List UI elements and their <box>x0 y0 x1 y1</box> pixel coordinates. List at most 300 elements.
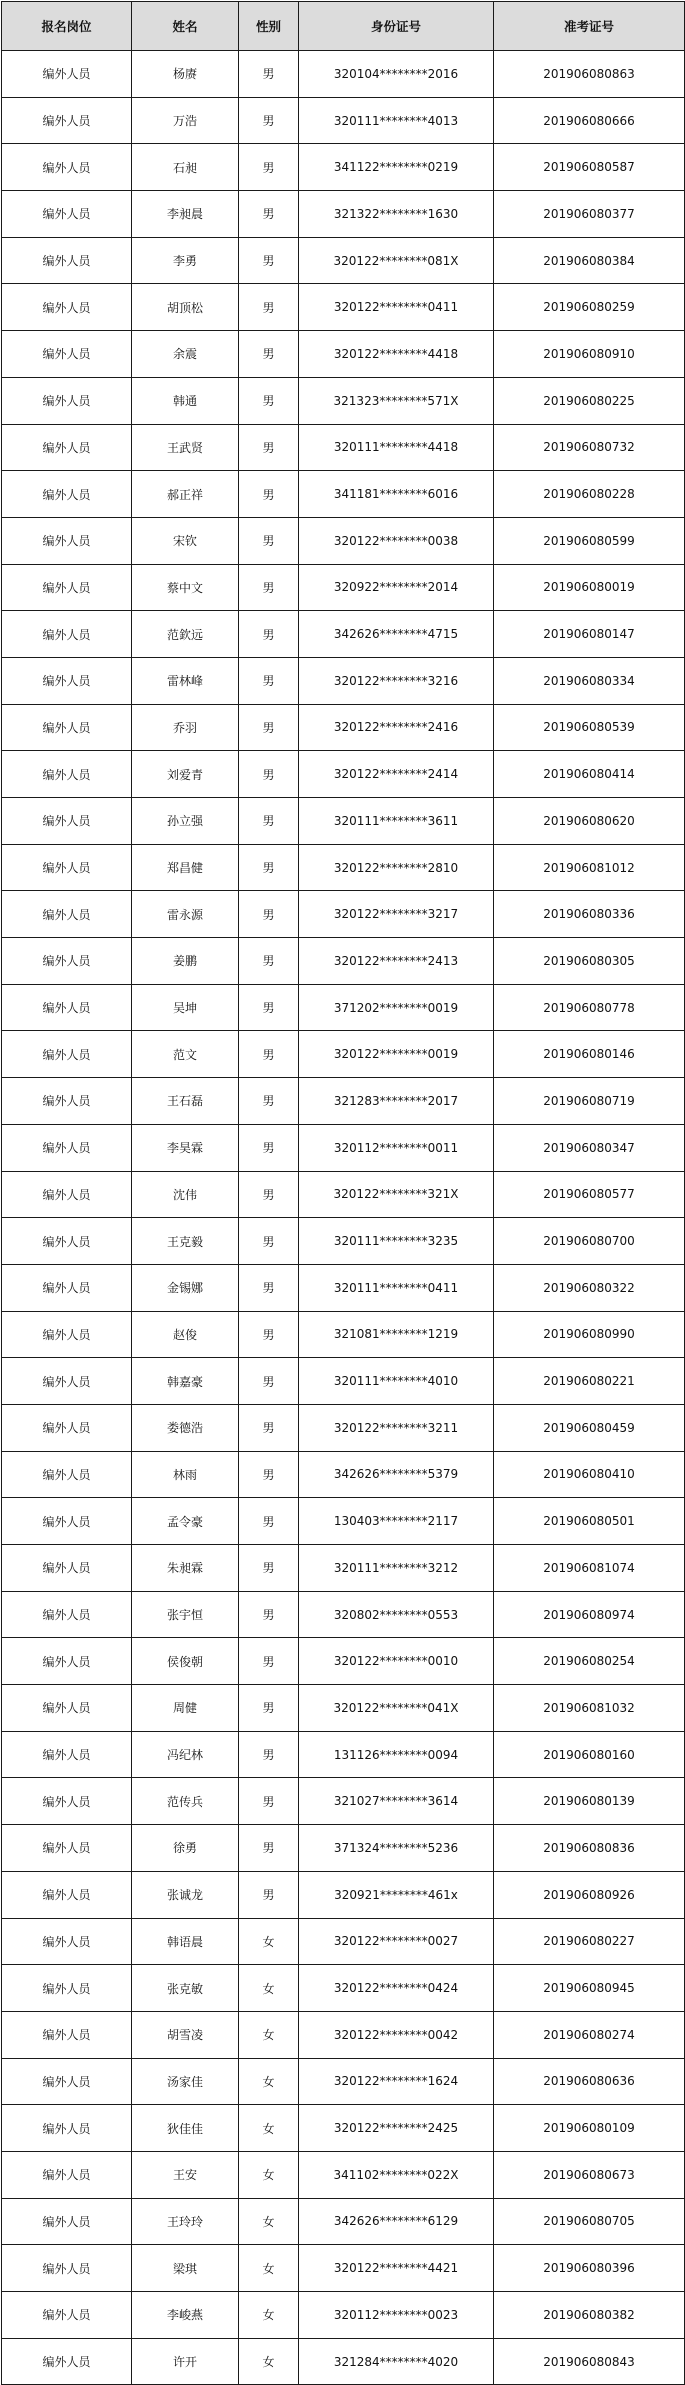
cell-name: 赵俊 <box>132 1311 239 1358</box>
cell-gender: 男 <box>239 1078 299 1125</box>
cell-gender: 女 <box>239 2105 299 2152</box>
table-row <box>2 284 685 331</box>
cell-exam-ticket: 201906080974 <box>494 1591 685 1638</box>
cell-exam-ticket: 201906080990 <box>494 1311 685 1358</box>
cell-id-number: 320122********2416 <box>299 704 494 751</box>
cell-position: 编外人员 <box>2 564 132 611</box>
cell-exam-ticket: 201906081032 <box>494 1685 685 1732</box>
cell-position: 编外人员 <box>2 1498 132 1545</box>
cell-exam-ticket: 201906080259 <box>494 284 685 331</box>
header-row <box>2 2 685 51</box>
cell-name: 金锡娜 <box>132 1264 239 1311</box>
cell-name: 刘爱青 <box>132 751 239 798</box>
header-name: 姓名 <box>132 2 239 51</box>
cell-name: 范传兵 <box>132 1778 239 1825</box>
table-row <box>2 2011 685 2058</box>
cell-gender: 男 <box>239 1685 299 1732</box>
cell-name: 雷永源 <box>132 891 239 938</box>
table-row <box>2 1871 685 1918</box>
cell-id-number: 320122********1624 <box>299 2058 494 2105</box>
cell-name: 乔羽 <box>132 704 239 751</box>
cell-gender: 男 <box>239 984 299 1031</box>
cell-position: 编外人员 <box>2 657 132 704</box>
cell-name: 韩嘉豪 <box>132 1358 239 1405</box>
cell-gender: 男 <box>239 1404 299 1451</box>
cell-position: 编外人员 <box>2 611 132 658</box>
table-row <box>2 471 685 518</box>
cell-name: 韩语晨 <box>132 1918 239 1965</box>
header-position: 报名岗位 <box>2 2 132 51</box>
cell-gender: 女 <box>239 2058 299 2105</box>
cell-name: 汤家佳 <box>132 2058 239 2105</box>
cell-gender: 男 <box>239 191 299 238</box>
table-body <box>2 51 685 2385</box>
cell-exam-ticket: 201906080666 <box>494 97 685 144</box>
table-row <box>2 1078 685 1125</box>
cell-id-number: 321283********2017 <box>299 1078 494 1125</box>
table-row <box>2 1685 685 1732</box>
table-row <box>2 1171 685 1218</box>
cell-position: 编外人员 <box>2 144 132 191</box>
cell-gender: 女 <box>239 1965 299 2012</box>
cell-id-number: 320122********2414 <box>299 751 494 798</box>
cell-name: 张克敏 <box>132 1965 239 2012</box>
cell-exam-ticket: 201906080599 <box>494 517 685 564</box>
table-row <box>2 1825 685 1872</box>
cell-position: 编外人员 <box>2 2151 132 2198</box>
cell-exam-ticket: 201906080778 <box>494 984 685 1031</box>
cell-id-number: 320921********461x <box>299 1871 494 1918</box>
cell-gender: 男 <box>239 657 299 704</box>
cell-position: 编外人员 <box>2 1218 132 1265</box>
cell-position: 编外人员 <box>2 471 132 518</box>
cell-position: 编外人员 <box>2 424 132 471</box>
cell-gender: 男 <box>239 1825 299 1872</box>
cell-id-number: 320122********0027 <box>299 1918 494 1965</box>
cell-exam-ticket: 201906080254 <box>494 1638 685 1685</box>
cell-gender: 男 <box>239 1871 299 1918</box>
cell-id-number: 321081********1219 <box>299 1311 494 1358</box>
cell-id-number: 320802********0553 <box>299 1591 494 1638</box>
cell-id-number: 371202********0019 <box>299 984 494 1031</box>
cell-exam-ticket: 201906080673 <box>494 2151 685 2198</box>
cell-id-number: 320122********2413 <box>299 938 494 985</box>
cell-gender: 女 <box>239 2151 299 2198</box>
table-row <box>2 1264 685 1311</box>
cell-id-number: 341102********022X <box>299 2151 494 2198</box>
cell-gender: 女 <box>239 2338 299 2385</box>
table-header <box>2 2 685 51</box>
cell-gender: 男 <box>239 938 299 985</box>
cell-gender: 男 <box>239 471 299 518</box>
table-row <box>2 1404 685 1451</box>
cell-gender: 男 <box>239 1171 299 1218</box>
table-row <box>2 1778 685 1825</box>
cell-exam-ticket: 201906080225 <box>494 377 685 424</box>
cell-id-number: 320122********321X <box>299 1171 494 1218</box>
table-row <box>2 564 685 611</box>
cell-gender: 男 <box>239 891 299 938</box>
cell-id-number: 130403********2117 <box>299 1498 494 1545</box>
cell-gender: 男 <box>239 1218 299 1265</box>
cell-name: 王克毅 <box>132 1218 239 1265</box>
cell-gender: 男 <box>239 1498 299 1545</box>
cell-id-number: 320122********3217 <box>299 891 494 938</box>
cell-exam-ticket: 201906080459 <box>494 1404 685 1451</box>
cell-id-number: 342626********5379 <box>299 1451 494 1498</box>
cell-exam-ticket: 201906080160 <box>494 1731 685 1778</box>
cell-name: 范欽远 <box>132 611 239 658</box>
table-row <box>2 751 685 798</box>
cell-exam-ticket: 201906080719 <box>494 1078 685 1125</box>
cell-position: 编外人员 <box>2 2338 132 2385</box>
cell-exam-ticket: 201906080139 <box>494 1778 685 1825</box>
cell-name: 侯俊朝 <box>132 1638 239 1685</box>
cell-exam-ticket: 201906080146 <box>494 1031 685 1078</box>
table-row <box>2 1545 685 1592</box>
cell-position: 编外人员 <box>2 1124 132 1171</box>
cell-name: 孙立强 <box>132 798 239 845</box>
table-row <box>2 1124 685 1171</box>
cell-name: 王武贤 <box>132 424 239 471</box>
cell-position: 编外人员 <box>2 1825 132 1872</box>
cell-gender: 男 <box>239 1591 299 1638</box>
cell-id-number: 341122********0219 <box>299 144 494 191</box>
cell-position: 编外人员 <box>2 2105 132 2152</box>
table-row <box>2 424 685 471</box>
cell-name: 雷林峰 <box>132 657 239 704</box>
cell-name: 王安 <box>132 2151 239 2198</box>
cell-gender: 男 <box>239 1031 299 1078</box>
cell-name: 朱昶霖 <box>132 1545 239 1592</box>
cell-name: 韩通 <box>132 377 239 424</box>
cell-id-number: 320122********0038 <box>299 517 494 564</box>
cell-gender: 男 <box>239 331 299 378</box>
cell-exam-ticket: 201906080347 <box>494 1124 685 1171</box>
cell-position: 编外人员 <box>2 984 132 1031</box>
cell-gender: 女 <box>239 1918 299 1965</box>
cell-gender: 男 <box>239 611 299 658</box>
cell-gender: 女 <box>239 2245 299 2292</box>
cell-exam-ticket: 201906080410 <box>494 1451 685 1498</box>
cell-gender: 男 <box>239 1358 299 1405</box>
cell-position: 编外人员 <box>2 1685 132 1732</box>
cell-gender: 女 <box>239 2011 299 2058</box>
cell-name: 李昊霖 <box>132 1124 239 1171</box>
cell-name: 狄佳佳 <box>132 2105 239 2152</box>
cell-exam-ticket: 201906080396 <box>494 2245 685 2292</box>
cell-position: 编外人员 <box>2 1965 132 2012</box>
table-row <box>2 891 685 938</box>
cell-name: 王石磊 <box>132 1078 239 1125</box>
cell-position: 编外人员 <box>2 2011 132 2058</box>
cell-name: 蔡中文 <box>132 564 239 611</box>
cell-id-number: 320122********041X <box>299 1685 494 1732</box>
table-row <box>2 1358 685 1405</box>
cell-position: 编外人员 <box>2 97 132 144</box>
cell-exam-ticket: 201906081012 <box>494 844 685 891</box>
header-id-number: 身份证号 <box>299 2 494 51</box>
cell-gender: 男 <box>239 97 299 144</box>
cell-exam-ticket: 201906080501 <box>494 1498 685 1545</box>
cell-id-number: 320111********3212 <box>299 1545 494 1592</box>
cell-name: 李勇 <box>132 237 239 284</box>
cell-gender: 男 <box>239 1778 299 1825</box>
cell-exam-ticket: 201906080620 <box>494 798 685 845</box>
table-row <box>2 2151 685 2198</box>
table-row <box>2 2198 685 2245</box>
cell-name: 李峻燕 <box>132 2292 239 2339</box>
candidate-table <box>1 1 685 2385</box>
cell-id-number: 320112********0011 <box>299 1124 494 1171</box>
cell-name: 张诚龙 <box>132 1871 239 1918</box>
cell-id-number: 342626********4715 <box>299 611 494 658</box>
table-row <box>2 1638 685 1685</box>
cell-position: 编外人员 <box>2 2292 132 2339</box>
cell-id-number: 320122********4418 <box>299 331 494 378</box>
table-row <box>2 1591 685 1638</box>
cell-exam-ticket: 201906080945 <box>494 1965 685 2012</box>
cell-position: 编外人员 <box>2 331 132 378</box>
cell-position: 编外人员 <box>2 517 132 564</box>
cell-exam-ticket: 201906080587 <box>494 144 685 191</box>
cell-id-number: 341181********6016 <box>299 471 494 518</box>
cell-exam-ticket: 201906080384 <box>494 237 685 284</box>
table-row <box>2 1311 685 1358</box>
cell-name: 沈伟 <box>132 1171 239 1218</box>
cell-id-number: 342626********6129 <box>299 2198 494 2245</box>
cell-position: 编外人员 <box>2 844 132 891</box>
cell-position: 编外人员 <box>2 2198 132 2245</box>
cell-id-number: 320122********2810 <box>299 844 494 891</box>
table-row <box>2 517 685 564</box>
cell-exam-ticket: 201906080109 <box>494 2105 685 2152</box>
cell-exam-ticket: 201906080836 <box>494 1825 685 1872</box>
table-row <box>2 144 685 191</box>
cell-exam-ticket: 201906080336 <box>494 891 685 938</box>
cell-name: 胡顶松 <box>132 284 239 331</box>
cell-name: 万浩 <box>132 97 239 144</box>
table-row <box>2 191 685 238</box>
table-row <box>2 1498 685 1545</box>
cell-position: 编外人员 <box>2 1358 132 1405</box>
cell-name: 冯纪林 <box>132 1731 239 1778</box>
cell-position: 编外人员 <box>2 1078 132 1125</box>
cell-exam-ticket: 201906080334 <box>494 657 685 704</box>
cell-gender: 男 <box>239 237 299 284</box>
cell-name: 杨赓 <box>132 51 239 98</box>
cell-gender: 男 <box>239 844 299 891</box>
cell-gender: 女 <box>239 2292 299 2339</box>
cell-gender: 男 <box>239 377 299 424</box>
cell-id-number: 321322********1630 <box>299 191 494 238</box>
cell-position: 编外人员 <box>2 1591 132 1638</box>
cell-name: 徐勇 <box>132 1825 239 1872</box>
cell-name: 胡雪凌 <box>132 2011 239 2058</box>
cell-name: 郑昌健 <box>132 844 239 891</box>
cell-name: 孟令豪 <box>132 1498 239 1545</box>
cell-gender: 男 <box>239 1545 299 1592</box>
cell-exam-ticket: 201906080539 <box>494 704 685 751</box>
cell-gender: 男 <box>239 144 299 191</box>
cell-id-number: 320122********4421 <box>299 2245 494 2292</box>
table-row <box>2 984 685 1031</box>
cell-id-number: 320122********3216 <box>299 657 494 704</box>
cell-gender: 男 <box>239 1311 299 1358</box>
cell-name: 娄德浩 <box>132 1404 239 1451</box>
cell-position: 编外人员 <box>2 704 132 751</box>
cell-position: 编外人员 <box>2 2058 132 2105</box>
cell-gender: 男 <box>239 1731 299 1778</box>
cell-exam-ticket: 201906080382 <box>494 2292 685 2339</box>
cell-position: 编外人员 <box>2 1918 132 1965</box>
cell-id-number: 320111********3235 <box>299 1218 494 1265</box>
table-row <box>2 2338 685 2385</box>
cell-exam-ticket: 201906080377 <box>494 191 685 238</box>
cell-exam-ticket: 201906080019 <box>494 564 685 611</box>
table-row <box>2 51 685 98</box>
cell-id-number: 320111********3611 <box>299 798 494 845</box>
cell-position: 编外人员 <box>2 237 132 284</box>
table-row <box>2 657 685 704</box>
cell-position: 编外人员 <box>2 938 132 985</box>
cell-id-number: 320122********0019 <box>299 1031 494 1078</box>
cell-name: 周健 <box>132 1685 239 1732</box>
cell-exam-ticket: 201906080700 <box>494 1218 685 1265</box>
cell-gender: 男 <box>239 1451 299 1498</box>
cell-id-number: 320922********2014 <box>299 564 494 611</box>
cell-gender: 男 <box>239 704 299 751</box>
table-row <box>2 798 685 845</box>
cell-name: 宋钦 <box>132 517 239 564</box>
cell-exam-ticket: 201906080863 <box>494 51 685 98</box>
cell-position: 编外人员 <box>2 1731 132 1778</box>
cell-id-number: 320111********4010 <box>299 1358 494 1405</box>
cell-id-number: 320112********0023 <box>299 2292 494 2339</box>
cell-position: 编外人员 <box>2 1031 132 1078</box>
table-row <box>2 844 685 891</box>
table-row <box>2 1031 685 1078</box>
cell-position: 编外人员 <box>2 377 132 424</box>
cell-id-number: 320122********081X <box>299 237 494 284</box>
cell-id-number: 320122********3211 <box>299 1404 494 1451</box>
cell-exam-ticket: 201906080843 <box>494 2338 685 2385</box>
cell-exam-ticket: 201906080322 <box>494 1264 685 1311</box>
cell-gender: 男 <box>239 1124 299 1171</box>
cell-gender: 男 <box>239 1638 299 1685</box>
table-row <box>2 377 685 424</box>
cell-position: 编外人员 <box>2 284 132 331</box>
table-row <box>2 938 685 985</box>
cell-position: 编外人员 <box>2 1778 132 1825</box>
cell-exam-ticket: 201906080305 <box>494 938 685 985</box>
cell-exam-ticket: 201906080577 <box>494 1171 685 1218</box>
cell-name: 林雨 <box>132 1451 239 1498</box>
cell-position: 编外人员 <box>2 191 132 238</box>
cell-name: 王玲玲 <box>132 2198 239 2245</box>
cell-position: 编外人员 <box>2 1171 132 1218</box>
cell-position: 编外人员 <box>2 798 132 845</box>
cell-gender: 男 <box>239 798 299 845</box>
table-row <box>2 704 685 751</box>
table-row <box>2 611 685 658</box>
table-row <box>2 1218 685 1265</box>
cell-id-number: 321284********4020 <box>299 2338 494 2385</box>
table-row <box>2 2105 685 2152</box>
cell-name: 张宇恒 <box>132 1591 239 1638</box>
cell-name: 姜鹏 <box>132 938 239 985</box>
cell-exam-ticket: 201906081074 <box>494 1545 685 1592</box>
table-row <box>2 237 685 284</box>
cell-id-number: 320104********2016 <box>299 51 494 98</box>
header-gender: 性别 <box>239 2 299 51</box>
cell-name: 梁琪 <box>132 2245 239 2292</box>
cell-id-number: 320111********0411 <box>299 1264 494 1311</box>
cell-id-number: 320111********4013 <box>299 97 494 144</box>
cell-gender: 男 <box>239 1264 299 1311</box>
cell-exam-ticket: 201906080227 <box>494 1918 685 1965</box>
cell-position: 编外人员 <box>2 1638 132 1685</box>
cell-id-number: 320122********0411 <box>299 284 494 331</box>
cell-id-number: 320122********0042 <box>299 2011 494 2058</box>
cell-exam-ticket: 201906080732 <box>494 424 685 471</box>
table-row <box>2 2292 685 2339</box>
cell-position: 编外人员 <box>2 1451 132 1498</box>
cell-gender: 男 <box>239 517 299 564</box>
cell-exam-ticket: 201906080147 <box>494 611 685 658</box>
table-row <box>2 2058 685 2105</box>
cell-exam-ticket: 201906080636 <box>494 2058 685 2105</box>
cell-id-number: 321323********571X <box>299 377 494 424</box>
cell-gender: 男 <box>239 424 299 471</box>
table-row <box>2 331 685 378</box>
cell-gender: 女 <box>239 2198 299 2245</box>
cell-position: 编外人员 <box>2 1264 132 1311</box>
cell-exam-ticket: 201906080705 <box>494 2198 685 2245</box>
table-row <box>2 97 685 144</box>
cell-position: 编外人员 <box>2 1404 132 1451</box>
cell-exam-ticket: 201906080274 <box>494 2011 685 2058</box>
table-row <box>2 2245 685 2292</box>
cell-id-number: 320122********2425 <box>299 2105 494 2152</box>
table-row <box>2 1965 685 2012</box>
cell-gender: 男 <box>239 284 299 331</box>
cell-name: 吴坤 <box>132 984 239 1031</box>
header-exam-ticket: 准考证号 <box>494 2 685 51</box>
cell-exam-ticket: 201906080910 <box>494 331 685 378</box>
cell-id-number: 320111********4418 <box>299 424 494 471</box>
cell-position: 编外人员 <box>2 1545 132 1592</box>
cell-position: 编外人员 <box>2 891 132 938</box>
cell-position: 编外人员 <box>2 2245 132 2292</box>
cell-id-number: 131126********0094 <box>299 1731 494 1778</box>
cell-name: 石昶 <box>132 144 239 191</box>
cell-name: 李昶晨 <box>132 191 239 238</box>
table-row <box>2 1451 685 1498</box>
cell-position: 编外人员 <box>2 51 132 98</box>
cell-exam-ticket: 201906080414 <box>494 751 685 798</box>
cell-id-number: 320122********0424 <box>299 1965 494 2012</box>
cell-id-number: 320122********0010 <box>299 1638 494 1685</box>
cell-position: 编外人员 <box>2 1871 132 1918</box>
cell-name: 范文 <box>132 1031 239 1078</box>
cell-exam-ticket: 201906080926 <box>494 1871 685 1918</box>
cell-position: 编外人员 <box>2 751 132 798</box>
cell-id-number: 321027********3614 <box>299 1778 494 1825</box>
cell-name: 余震 <box>132 331 239 378</box>
cell-name: 郝正祥 <box>132 471 239 518</box>
cell-exam-ticket: 201906080221 <box>494 1358 685 1405</box>
